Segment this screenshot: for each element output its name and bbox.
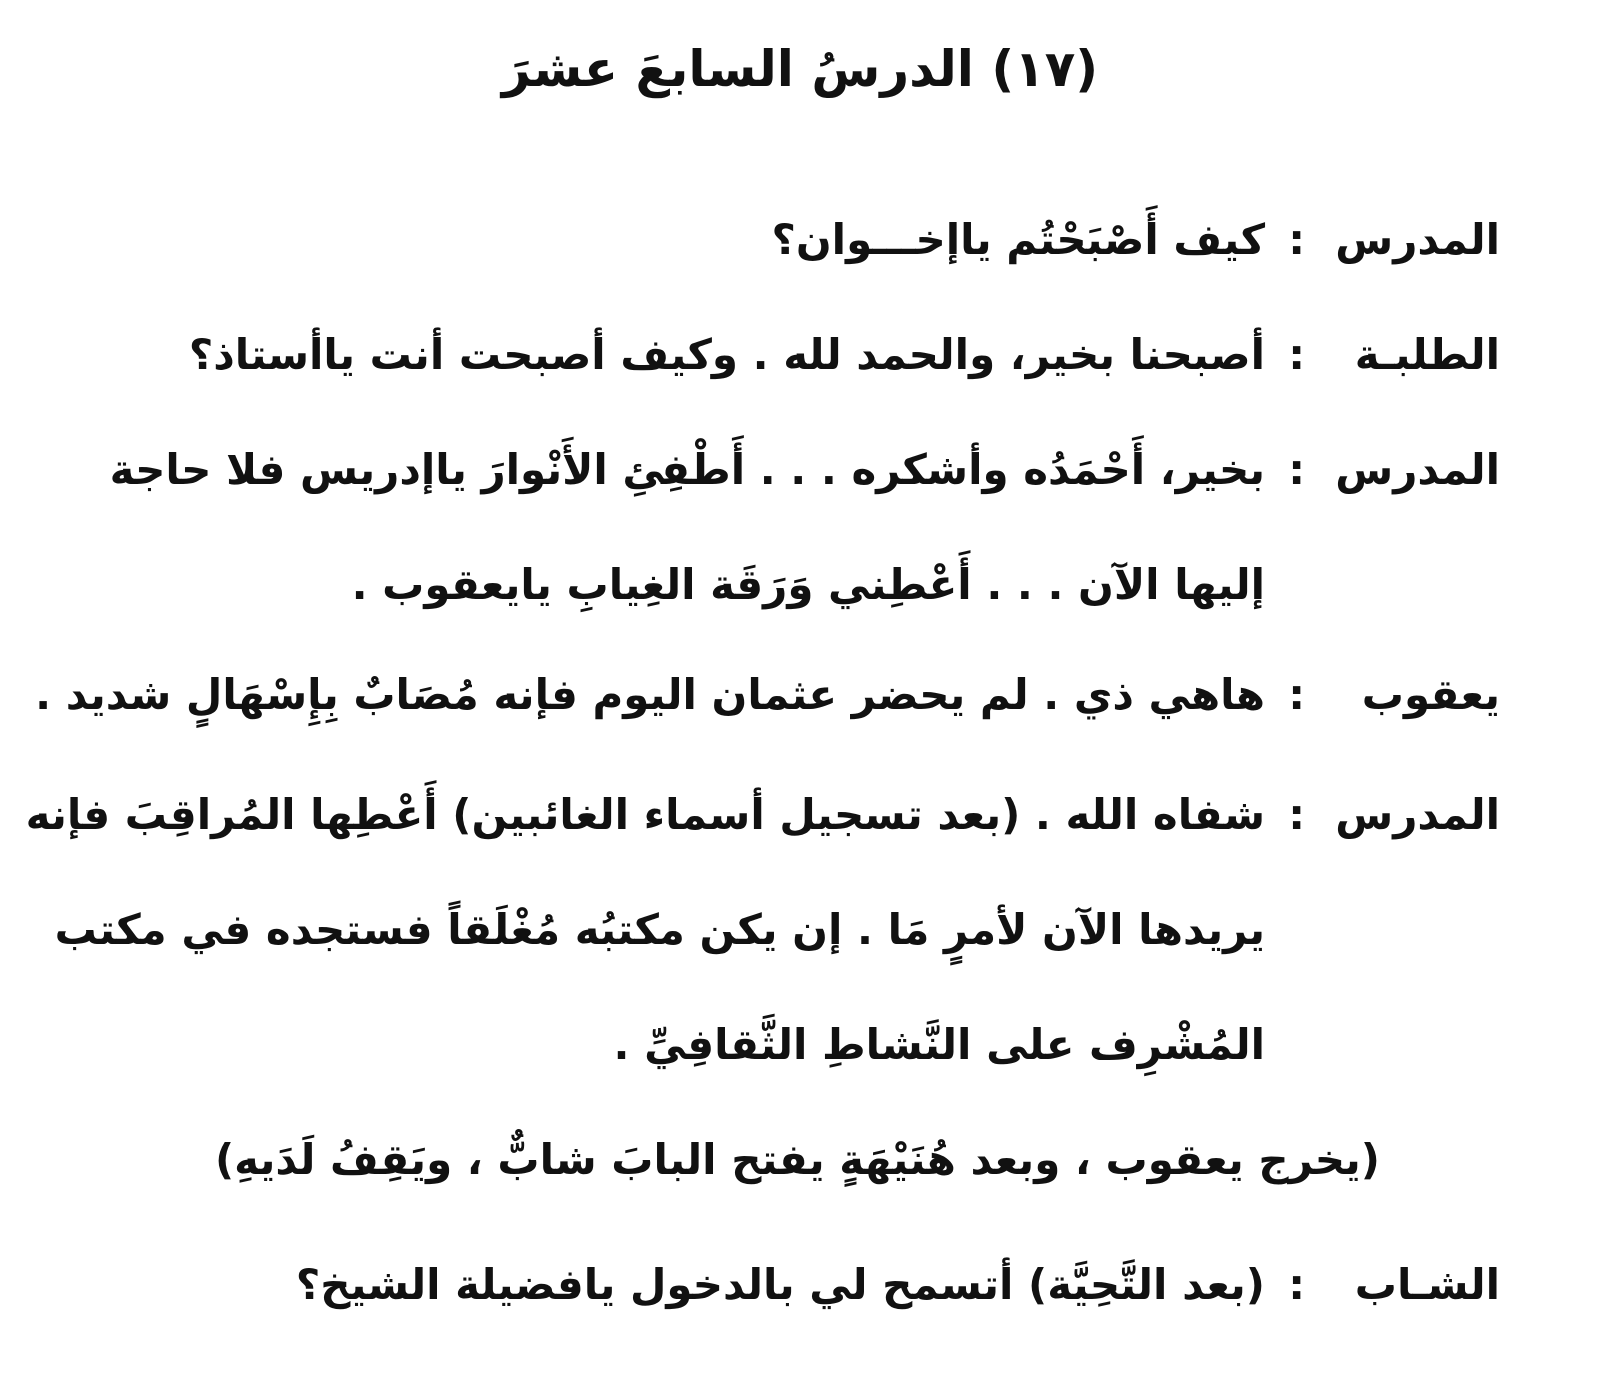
colon: :	[1288, 330, 1305, 379]
speaker: المدرس	[1335, 790, 1500, 839]
utterance-continuation: إليها الآن . . . أَعْطِني وَرَقَة الغِيابِ يايعقوب .	[351, 560, 1265, 609]
utterance: أصبحنا بخير، والحمد لله . وكيف أصبحت أنت ياأستاذ؟	[188, 330, 1265, 379]
utterance: كيف أَصْبَحْتُم ياإخـــوان؟	[771, 215, 1265, 264]
stage-direction: (يخرج يعقوب ، وبعد هُنَيْهَةٍ يفتح البابَ شابٌّ ، ويَقِفُ لَدَيهِ)	[214, 1135, 1380, 1184]
utterance: شفاه الله . (بعد تسجيل أسماء الغائبين) أَعْطِها المُراقِبَ فإنه	[25, 790, 1265, 839]
colon: :	[1288, 445, 1305, 494]
utterance: هاهي ذي . لم يحضر عثمان اليوم فإنه مُصَابٌ بِإِسْهَالٍ شديد .	[35, 670, 1265, 719]
dialogue-line	[30, 1260, 1500, 1350]
colon: :	[1288, 670, 1305, 719]
dialogue-line	[30, 670, 1500, 760]
speaker: الطلبـة	[1354, 330, 1500, 379]
speaker: المدرس	[1335, 445, 1500, 494]
utterance-continuation: المُشْرِف على النَّشاطِ الثَّقافِيِّ .	[613, 1020, 1265, 1069]
dialogue-line	[25, 790, 1500, 880]
utterance-continuation: يريدها الآن لأمرٍ مَا . إن يكن مكتبُه مُغْلَقاً فستجده في مكتب	[54, 905, 1265, 954]
speaker: يعقوب	[1361, 670, 1500, 719]
colon: :	[1288, 215, 1305, 264]
colon: :	[1288, 790, 1305, 839]
utterance: بخير، أَحْمَدُه وأشكره . . . أَطْفِئِ الأَنْوارَ ياإدريس فلا حاجة	[109, 445, 1265, 494]
speaker: الشـاب	[1354, 1260, 1500, 1309]
lesson-title: (١٧) الدرسُ السابعَ عشرَ	[501, 40, 1099, 98]
dialogue-line	[30, 215, 1500, 305]
utterance: (بعد التَّحِيَّة) أتسمح لي بالدخول يافضيلة الشيخ؟	[295, 1260, 1265, 1309]
dialogue-line	[30, 330, 1500, 420]
speaker: المدرس	[1335, 215, 1500, 264]
colon: :	[1288, 1260, 1305, 1309]
dialogue-line	[30, 445, 1500, 535]
